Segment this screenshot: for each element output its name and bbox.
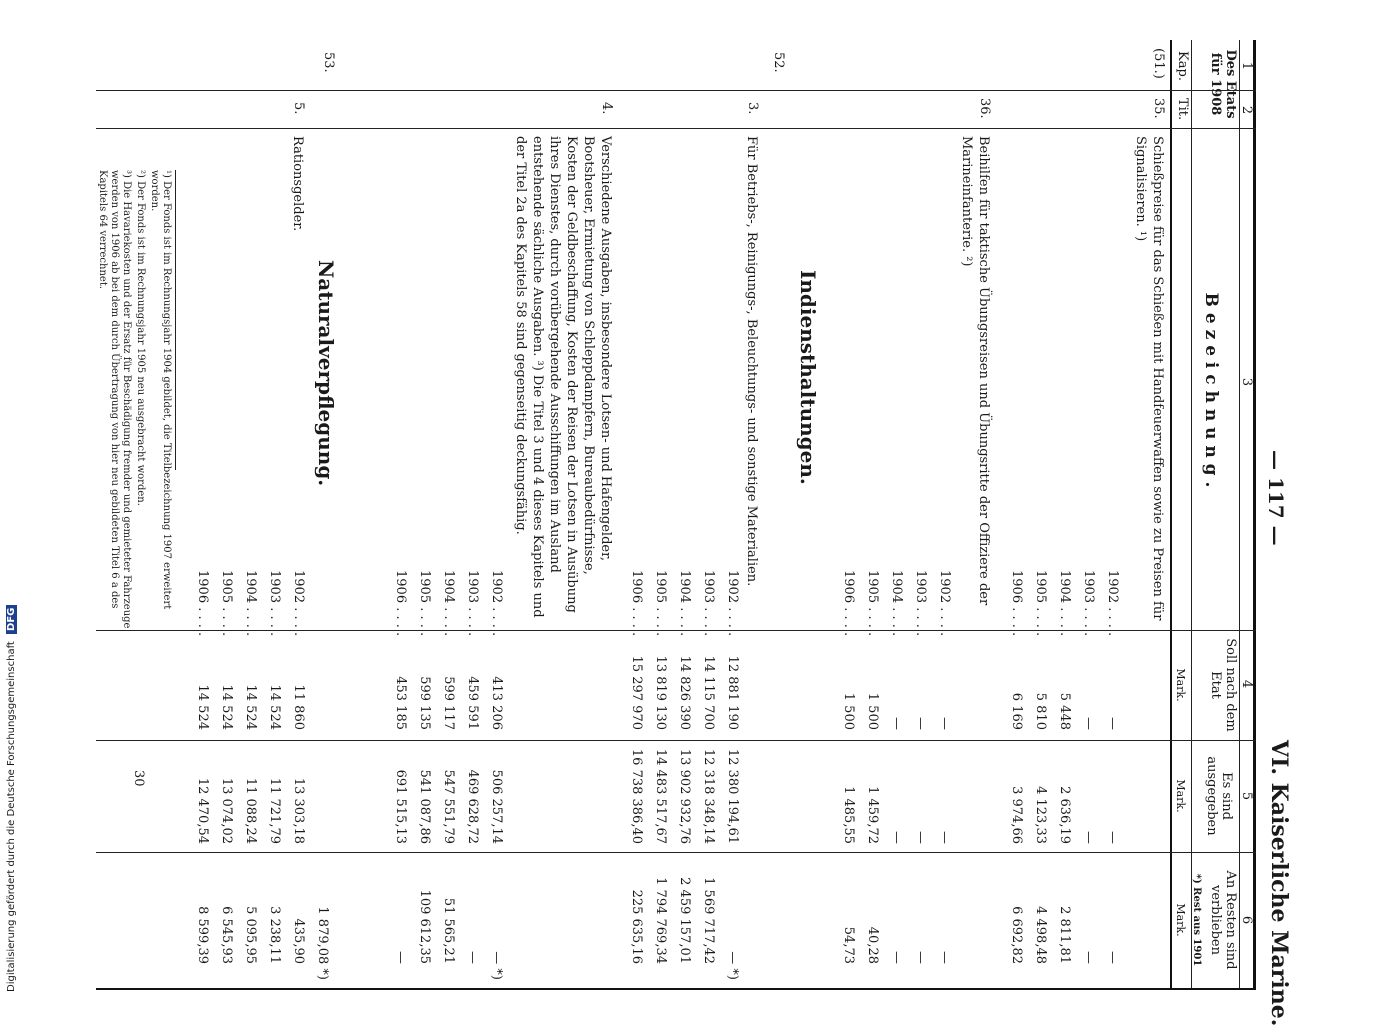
dfg-logo: DFG bbox=[6, 605, 17, 634]
row-0-year-4: 1906 . . . . bbox=[1009, 570, 1024, 637]
row-4-soll-0: 11 860 bbox=[291, 684, 306, 730]
row-4-year-2: 1904 . . . . bbox=[243, 570, 258, 637]
row-3-ausg-2: 547 551,79 bbox=[441, 769, 456, 844]
row-2-text: Für Betriebs-, Reinigungs-, Beleuchtungs- und sonstige Materialien. bbox=[744, 136, 759, 587]
row-2-soll-3: 13 819 130 bbox=[653, 655, 668, 730]
row-4-text: Rationsgelder. bbox=[290, 136, 305, 232]
col-number-6: 6 bbox=[1239, 915, 1254, 925]
row-0-ausg-3: 4 123,33 bbox=[1033, 786, 1048, 844]
row-0-reste-2: 2 811,81 bbox=[1057, 906, 1072, 964]
row-1-soll-1: — bbox=[913, 717, 928, 730]
row-3-reste-1: — bbox=[465, 951, 480, 964]
row-3-ausg-4: 691 515,13 bbox=[393, 769, 408, 844]
row-3-soll-1: 459 591 bbox=[465, 676, 480, 730]
row-3-reste-2: 51 565,21 bbox=[441, 897, 456, 964]
header-etat: Des Etats für 1908 bbox=[1208, 49, 1238, 119]
row-4-soll-4: 14 524 bbox=[195, 684, 210, 730]
header-reste-note: *) Rest aus 1901 bbox=[1191, 873, 1202, 967]
row-0-year-1: 1903 . . . . bbox=[1081, 570, 1096, 637]
row-1-soll-0: — bbox=[937, 717, 952, 730]
row-3-soll-2: 599 117 bbox=[441, 676, 456, 730]
row-1-year-1: 1903 . . . . bbox=[913, 570, 928, 637]
row-2-reste-0: — *) bbox=[725, 951, 740, 980]
row-4-reste-4: 6 545,93 bbox=[219, 906, 234, 964]
header-reste-unit: Mark. bbox=[1174, 903, 1187, 937]
row-0-kap: (51.) bbox=[1151, 48, 1166, 79]
col-number-2: 2 bbox=[1239, 105, 1254, 115]
row-0-reste-1: — bbox=[1081, 951, 1096, 964]
row-1-soll-4: 1 500 bbox=[841, 692, 856, 730]
row-2-ausg-2: 13 902 932,76 bbox=[677, 748, 692, 844]
header-reste: An Resten sind verblieben bbox=[1208, 870, 1238, 970]
row-2-reste-1: 1 569 717,42 bbox=[701, 877, 716, 964]
row-2-soll-2: 14 826 390 bbox=[677, 655, 692, 730]
row-4-ausg-4: 12 470,54 bbox=[195, 777, 210, 844]
row-0-soll-2: 5 448 bbox=[1057, 692, 1072, 730]
row-3-tit: 4. bbox=[599, 102, 614, 115]
heading-indiensthaltungen: Indiensthaltungen. bbox=[796, 270, 820, 485]
row-0-year-0: 1902 . . . . bbox=[1105, 570, 1120, 637]
footnote-2: ²) Der Fonds ist im Rechnungsjahr 1905 neu ausgebracht worden. bbox=[135, 170, 146, 506]
row-0-ausg-1: — bbox=[1081, 831, 1096, 844]
heading-naturalverpflegung: Naturalverpflegung. bbox=[314, 260, 338, 487]
row-2-ausg-3: 14 483 517,67 bbox=[653, 748, 668, 844]
row-1-reste-0: — bbox=[937, 951, 952, 964]
footnote-3: ³) Die Havariekosten und der Ersatz für Beschädigung fremder und gemieteter Fahrzeuge werden von 1906 ab bei dem durch Übertragung von hier neu gebildeten Titel 6 a des Kapitels 64 verrechnet. bbox=[97, 170, 132, 629]
row-4-kap: 53. bbox=[321, 52, 336, 73]
row-0-soll-0: — bbox=[1105, 717, 1120, 730]
header-bezeichnung: B e z e i c h n u n g . bbox=[1201, 292, 1221, 488]
extra-reste: 8 599,39 bbox=[195, 906, 210, 964]
row-3-year-1: 1903 . . . . bbox=[465, 570, 480, 637]
row-2-ausg-0: 12 380 194,61 bbox=[725, 748, 740, 844]
row-3-year-3: 1905 . . . . bbox=[417, 570, 432, 637]
row-4-ausg-2: 11 088,24 bbox=[243, 777, 258, 844]
row-1-ausg-2: — bbox=[889, 831, 904, 844]
row-2-soll-0: 12 881 190 bbox=[725, 655, 740, 730]
row-2-year-0: 1902 . . . . bbox=[725, 570, 740, 637]
row-4-soll-1: 14 524 bbox=[267, 684, 282, 730]
row-4-ausg-1: 11 721,79 bbox=[267, 777, 282, 844]
row-2-soll-4: 15 297 970 bbox=[629, 655, 644, 730]
row-1-tit: 36. bbox=[977, 98, 992, 119]
row-3-year-2: 1904 . . . . bbox=[441, 570, 456, 637]
row-3-year-0: 1902 . . . . bbox=[489, 570, 504, 637]
row-4-year-1: 1903 . . . . bbox=[267, 570, 282, 637]
col-number-5: 5 bbox=[1239, 791, 1254, 801]
row-0-year-3: 1905 . . . . bbox=[1033, 570, 1048, 637]
header-soll: Soll nach dem Etat bbox=[1208, 638, 1238, 732]
row-0-ausg-2: 2 636,19 bbox=[1057, 786, 1072, 844]
row-2-year-2: 1904 . . . . bbox=[677, 570, 692, 637]
row-2-tit: 3. bbox=[745, 102, 760, 115]
row-0-reste-4: 6 692,82 bbox=[1009, 906, 1024, 964]
header-ausgegeben-unit: Mark. bbox=[1174, 779, 1187, 813]
row-1-text: Beihilfen für taktische Übungsreisen und Übungsritte der Offiziere der Marineinfanterie. ²) bbox=[959, 136, 991, 606]
row-0-ausg-4: 3 974,66 bbox=[1009, 786, 1024, 844]
row-1-ausg-0: — bbox=[937, 831, 952, 844]
row-1-reste-4: 54,73 bbox=[841, 926, 856, 964]
row-3-ausg-0: 506 257,14 bbox=[489, 769, 504, 844]
row-4-reste-0: 1 879,08 *) bbox=[315, 906, 330, 980]
row-4-tit: 5. bbox=[291, 102, 306, 115]
row-3-ausg-3: 541 087,86 bbox=[417, 769, 432, 844]
row-4-reste-1: 435,90 bbox=[291, 918, 306, 964]
row-0-ausg-0: — bbox=[1105, 831, 1120, 844]
section-title: VI. Kaiserliche Marine. bbox=[1266, 740, 1292, 1026]
row-2-reste-3: 1 794 769,34 bbox=[653, 877, 668, 964]
digitization-note: Digitalisierung gefördert durch die Deutsche Forschungsgemeinschaft DFG bbox=[6, 605, 17, 992]
row-3-year-4: 1906 . . . . bbox=[393, 570, 408, 637]
row-2-ausg-1: 12 318 348,14 bbox=[701, 748, 716, 844]
row-1-ausg-1: — bbox=[913, 831, 928, 844]
row-2-reste-2: 2 459 157,01 bbox=[677, 877, 692, 964]
row-3-ausg-1: 469 628,72 bbox=[465, 769, 480, 844]
header-soll-unit: Mark. bbox=[1174, 668, 1187, 702]
col-number-3: 3 bbox=[1239, 377, 1254, 387]
row-4-year-3: 1905 . . . . bbox=[219, 570, 234, 637]
col-number-1: 1 bbox=[1239, 61, 1254, 71]
row-1-year-0: 1902 . . . . bbox=[937, 570, 952, 637]
row-2-year-4: 1906 . . . . bbox=[629, 570, 644, 637]
row-0-year-2: 1904 . . . . bbox=[1057, 570, 1072, 637]
col-number-4: 4 bbox=[1239, 679, 1254, 689]
row-4-soll-2: 14 524 bbox=[243, 684, 258, 730]
row-1-ausg-4: 1 485,55 bbox=[841, 786, 856, 844]
row-4-reste-3: 5 095,95 bbox=[243, 906, 258, 964]
row-0-text: Schießpreise für das Schießen mit Handfeuerwaffen sowie zu Preisen für Signalisieren. ¹) bbox=[1133, 136, 1165, 621]
footnote-1: ¹) Der Fonds ist im Rechnungsjahr 1904 gebildet, die Titelbezeichnung 1907 erweitert worden. bbox=[149, 170, 172, 610]
row-0-soll-3: 5 810 bbox=[1033, 692, 1048, 730]
row-1-year-4: 1906 . . . . bbox=[841, 570, 856, 637]
row-4-ausg-3: 13 074,02 bbox=[219, 777, 234, 844]
header-tit: Tit. bbox=[1175, 97, 1190, 121]
row-0-soll-4: 6 169 bbox=[1009, 692, 1024, 730]
row-2-soll-1: 14 115 700 bbox=[701, 655, 716, 730]
row-1-reste-1: — bbox=[913, 951, 928, 964]
row-2-ausg-4: 16 738 386,40 bbox=[629, 748, 644, 844]
header-kap: Kap. bbox=[1175, 51, 1190, 81]
row-3-soll-3: 599 135 bbox=[417, 676, 432, 730]
row-4-year-0: 1902 . . . . bbox=[291, 570, 306, 637]
page-number: — 117 — bbox=[1264, 450, 1288, 546]
footer-number: 30 bbox=[131, 770, 146, 787]
row-0-reste-0: — bbox=[1105, 951, 1120, 964]
row-4-ausg-0: 13 303,18 bbox=[291, 777, 306, 844]
row-0-tit: 35. bbox=[1151, 98, 1166, 119]
rotated-table-page bbox=[80, 40, 1296, 1026]
row-0-soll-1: — bbox=[1081, 717, 1096, 730]
row-1-reste-3: 40,28 bbox=[865, 926, 880, 964]
row-3-soll-0: 413 206 bbox=[489, 676, 504, 730]
row-3-reste-4: — bbox=[393, 951, 408, 964]
row-3-reste-3: 109 612,35 bbox=[417, 889, 432, 964]
row-0-reste-3: 4 498,48 bbox=[1033, 906, 1048, 964]
row-4-year-4: 1906 . . . . bbox=[195, 570, 210, 637]
row-3-text: Verschiedene Ausgaben, insbesondere Lotsen- und Hafengelder, Bootsheuer, Ermietung von Schleppdampfern, Bureaubedürfnisse, Kosten der Geldbeschaffung, Kosten der Reisen der Lotsen in Ausübung ihres Dienstes, durch vorübergehende Ausschiffungen im Ausland entstehende sächliche Ausgaben. ³) Die Titel 3 und 4 dieses Kapitels und der Titel 2a des Kapitels 58 sind gegenseitig deckungsfähig. bbox=[513, 136, 613, 618]
row-1-ausg-3: 1 459,72 bbox=[865, 786, 880, 844]
row-3-reste-0: — *) bbox=[489, 951, 504, 980]
row-1-reste-2: — bbox=[889, 951, 904, 964]
row-1-soll-3: 1 500 bbox=[865, 692, 880, 730]
row-2-reste-4: 225 635,16 bbox=[629, 889, 644, 964]
row-3-soll-4: 453 185 bbox=[393, 676, 408, 730]
row-1-year-2: 1904 . . . . bbox=[889, 570, 904, 637]
row-1-soll-2: — bbox=[889, 717, 904, 730]
row-2-year-3: 1905 . . . . bbox=[653, 570, 668, 637]
row-1-year-3: 1905 . . . . bbox=[865, 570, 880, 637]
header-ausgegeben: Es sind ausgegeben bbox=[1204, 756, 1234, 836]
row-4-reste-2: 3 238,11 bbox=[267, 906, 282, 964]
row-4-soll-3: 14 524 bbox=[219, 684, 234, 730]
row-2-kap: 52. bbox=[771, 52, 786, 73]
row-2-year-1: 1903 . . . . bbox=[701, 570, 716, 637]
